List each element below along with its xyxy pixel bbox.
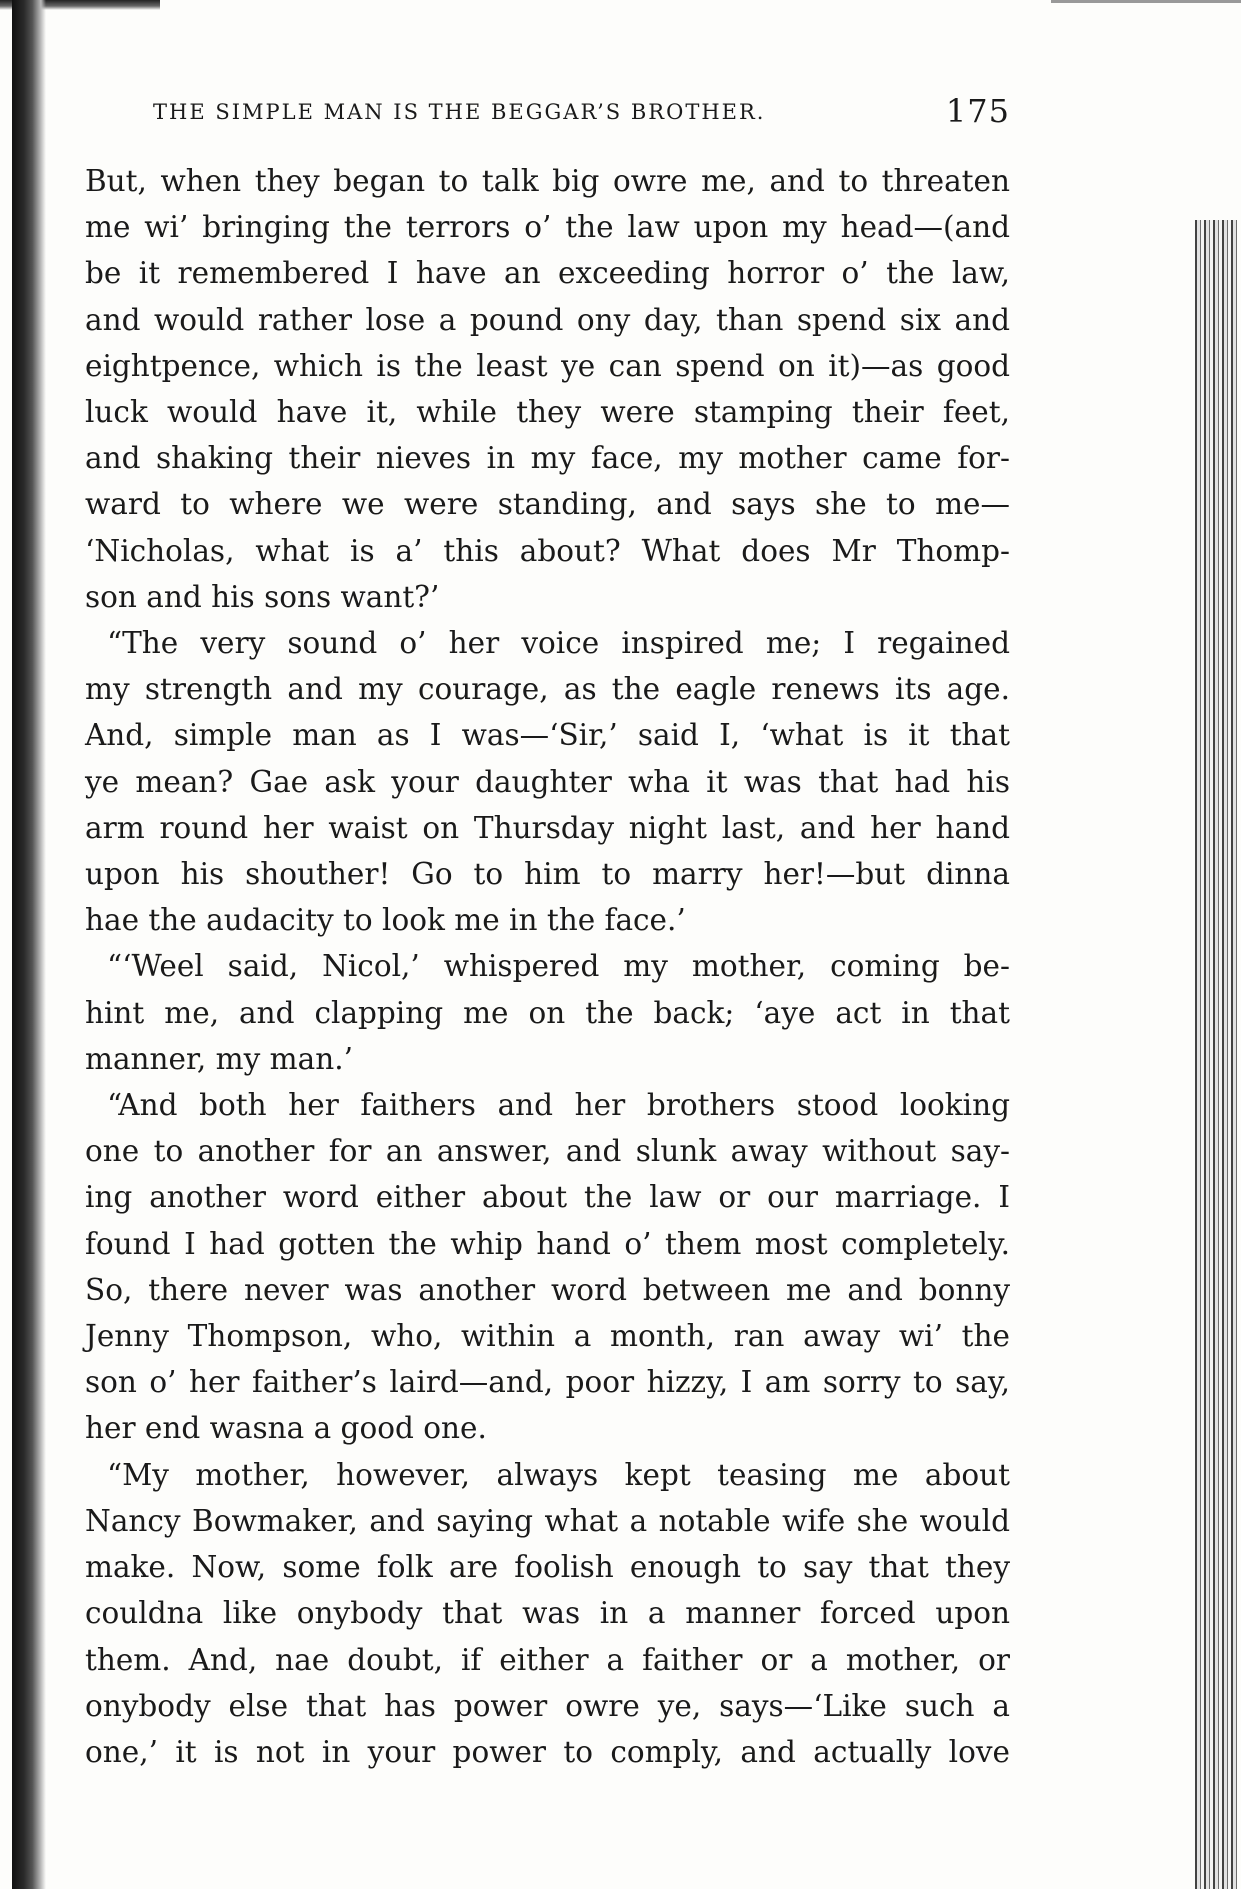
running-head	[85, 92, 1010, 136]
text-line: So, there never was another word between me and bonny	[85, 1272, 1010, 1307]
book-page	[85, 92, 1010, 1775]
text-line: luck would have it, while they were stamping their feet,	[85, 395, 1010, 430]
text-line: and would rather lose a pound ony day, than spend six and	[85, 302, 1010, 337]
text-line: “My mother, however, always kept teasing me about	[107, 1457, 1010, 1492]
text-line: But, when they began to talk big owre me, and to threaten	[85, 164, 1010, 198]
text-line: her end wasna a good one.	[85, 1411, 487, 1446]
text-line: “‘Weel said, Nicol,’ whispered my mother, coming be-	[107, 949, 1010, 984]
text-line: couldna like onybody that was in a manner forced upon	[85, 1596, 1010, 1631]
text-line: one,’ it is not in your power to comply, and actually love	[85, 1734, 1010, 1769]
text-line: be it remembered I have an exceeding horror o’ the law,	[85, 256, 1010, 291]
page-number: 175	[945, 92, 1010, 130]
text-line: ing another word either about the law or our marriage. I	[85, 1180, 1010, 1215]
text-line: son o’ her faither’s laird—and, poor hizzy, I am sorry to say,	[85, 1365, 1010, 1400]
text-line: one to another for an answer, and slunk away without say-	[85, 1134, 1010, 1169]
page-edge-top	[1051, 0, 1241, 3]
text-line: make. Now, some folk are foolish enough to say that they	[85, 1550, 1010, 1585]
page-edge-right	[1195, 220, 1237, 1889]
paragraph-1	[85, 158, 1010, 620]
text-line: And, simple man as I was—‘Sir,’ said I, ‘what is it that	[85, 718, 1010, 753]
text-line: ‘Nicholas, what is a’ this about? What does Mr Thomp-	[85, 533, 1010, 568]
text-line: hint me, and clapping me on the back; ‘aye act in that	[85, 995, 1010, 1030]
text-line: them. And, nae doubt, if either a faither or a mother, or	[85, 1642, 1010, 1677]
paragraph-2	[85, 620, 1010, 943]
text-line: eightpence, which is the least ye can spend on it)—as good	[85, 348, 1010, 383]
binding-shadow	[12, 0, 46, 1889]
paragraph-5	[85, 1452, 1010, 1775]
text-line: son and his sons want?’	[85, 579, 440, 614]
paragraph-3	[85, 943, 1010, 1082]
text-line: Nancy Bowmaker, and saying what a notable wife she would	[85, 1503, 1010, 1538]
text-line: ye mean? Gae ask your daughter wha it was that had his	[85, 764, 1010, 799]
text-line: “The very sound o’ her voice inspired me; I regained	[107, 626, 1010, 661]
text-line: hae the audacity to look me in the face.’	[85, 903, 686, 938]
text-line: my strength and my courage, as the eagle renews its age.	[85, 672, 1010, 707]
text-line: me wi’ bringing the terrors o’ the law upon my head—(and	[85, 210, 1010, 245]
text-line: arm round her waist on Thursday night last, and her hand	[85, 810, 1010, 845]
text-line: upon his shouther! Go to him to marry her!—but dinna	[85, 857, 1010, 892]
text-line: Jenny Thompson, who, within a month, ran away wi’ the	[85, 1319, 1010, 1354]
text-line: manner, my man.’	[85, 1041, 353, 1076]
paragraph-4	[85, 1082, 1010, 1452]
text-line: onybody else that has power owre ye, says—‘Like such a	[85, 1688, 1010, 1723]
text-line: “And both her faithers and her brothers stood looking	[107, 1088, 1010, 1123]
running-title: THE SIMPLE MAN IS THE BEGGAR’S BROTHER.	[153, 100, 766, 124]
text-line: found I had gotten the whip hand o’ them most completely.	[85, 1226, 1010, 1261]
text-line: and shaking their nieves in my face, my mother came for-	[85, 441, 1010, 476]
text-line: ward to where we were standing, and says she to me—	[85, 487, 1010, 522]
body-text	[85, 158, 1010, 1775]
